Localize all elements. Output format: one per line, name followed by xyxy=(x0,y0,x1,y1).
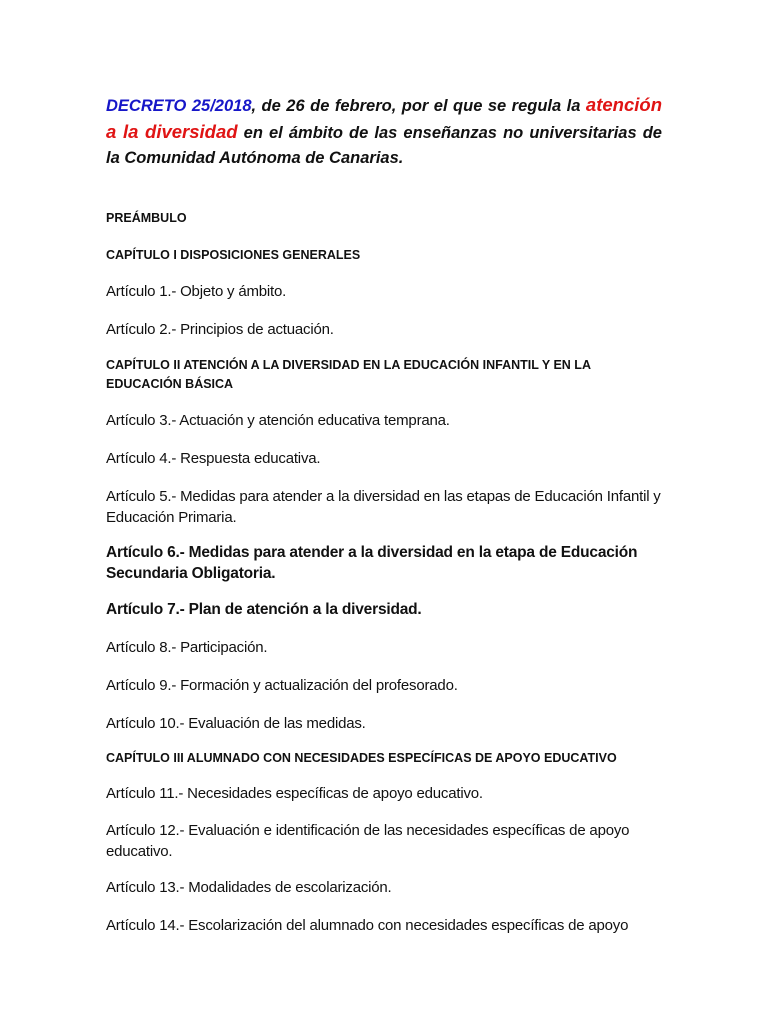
chapter-2-heading: CAPÍTULO II ATENCIÓN A LA DIVERSIDAD EN LA EDUCACIÓN INFANTIL Y EN LA EDUCACIÓN BÁSICA xyxy=(106,358,591,391)
article-13: Artículo 13.- Modalidades de escolarización. xyxy=(106,879,392,896)
article-1: Artículo 1.- Objeto y ámbito. xyxy=(106,283,287,300)
document-page xyxy=(106,92,662,936)
article-12: Artículo 12.- Evaluación e identificación de las necesidades específicas de apoyo educativo. xyxy=(106,822,630,860)
decree-title-part1: , de 26 de febrero, por el que se regula la xyxy=(251,97,586,115)
article-2: Artículo 2.- Principios de actuación. xyxy=(106,321,334,338)
article-11: Artículo 11.- Necesidades específicas de apoyo educativo. xyxy=(106,785,483,802)
article-7: Artículo 7.- Plan de atención a la diversidad. xyxy=(106,601,422,618)
article-3: Artículo 3.- Actuación y atención educativa temprana. xyxy=(106,412,450,429)
decree-title-highlight: atención a la diversidad xyxy=(106,94,662,142)
decree-title xyxy=(106,92,662,171)
article-10: Artículo 10.- Evaluación de las medidas. xyxy=(106,715,366,732)
preamble-heading: PREÁMBULO xyxy=(106,211,187,225)
article-14: Artículo 14.- Escolarización del alumnado con necesidades específicas de apoyo xyxy=(106,917,629,934)
chapter-1-heading: CAPÍTULO I DISPOSICIONES GENERALES xyxy=(106,248,361,262)
decree-number: DECRETO 25/2018 xyxy=(106,97,252,115)
article-5: Artículo 5.- Medidas para atender a la diversidad en las etapas de Educación Infantil y Educación Primaria. xyxy=(106,488,661,526)
article-6: Artículo 6.- Medidas para atender a la diversidad en la etapa de Educación Secundaria Obligatoria. xyxy=(106,544,638,582)
chapter-3-heading: CAPÍTULO III ALUMNADO CON NECESIDADES ESPECÍFICAS DE APOYO EDUCATIVO xyxy=(106,751,617,765)
article-8: Artículo 8.- Participación. xyxy=(106,639,268,656)
decree-title-part2: en el ámbito de las enseñanzas no universitarias de la Comunidad Autónoma de Canarias. xyxy=(106,124,662,167)
article-9: Artículo 9.- Formación y actualización del profesorado. xyxy=(106,677,458,694)
article-4: Artículo 4.- Respuesta educativa. xyxy=(106,450,321,467)
